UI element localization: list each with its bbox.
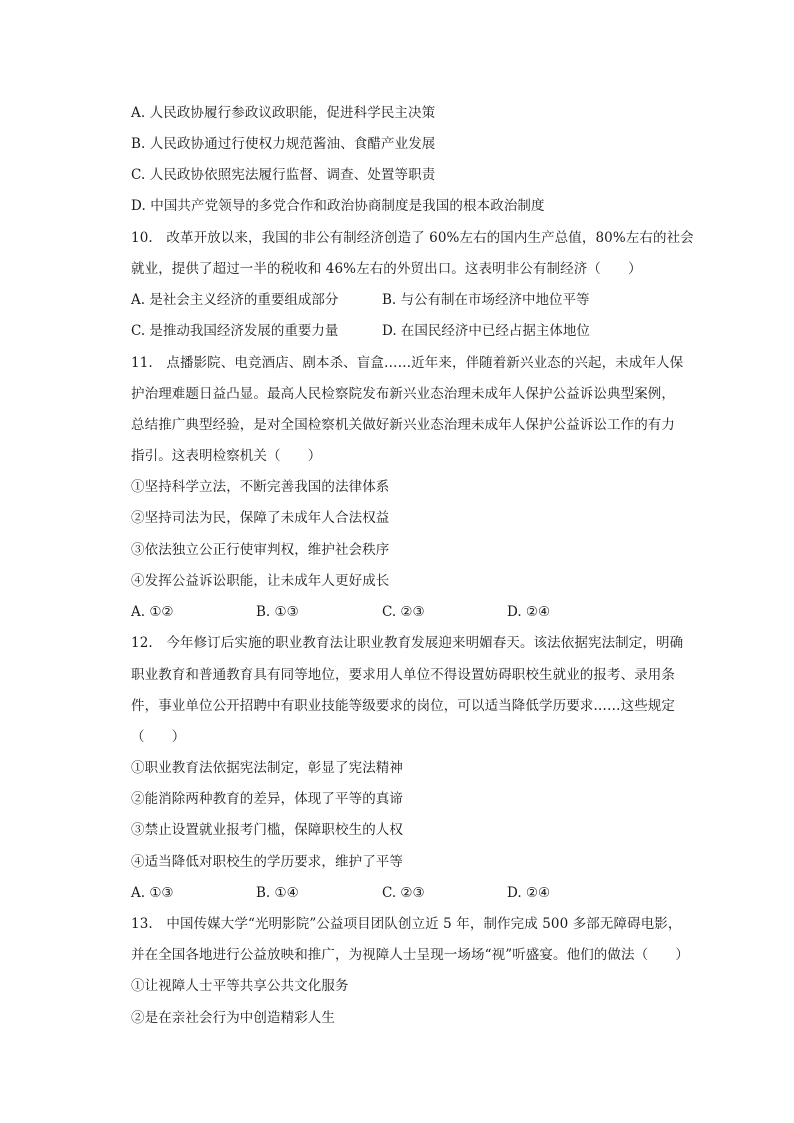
- q11-item-2: ②坚持司法为民，保障了未成年人合法权益: [131, 510, 390, 526]
- q12-stem-line: 12. 今年修订后实施的职业教育法让职业教育发展迎来明媚春天。该法依据宪法制定，明确: [131, 635, 684, 651]
- q10-option-a: A. 是社会主义经济的重要组成部分: [131, 292, 339, 308]
- q11-item-4: ④发挥公益诉讼职能，让未成年人更好成长: [131, 573, 390, 589]
- q10-option-b: B. 与公有制在市场经济中地位平等: [382, 292, 590, 308]
- q11-option-c: C. ②③: [382, 604, 425, 620]
- q11-item-1: ①坚持科学立法，不断完善我国的法律体系: [131, 479, 390, 495]
- q12-stem-line: 职业教育和普通教育具有同等地位，要求用人单位不得设置妨碍职校生就业的报考、录用条: [131, 667, 675, 683]
- q12-item-3: ③禁止设置就业报考门槛，保障职校生的人权: [131, 822, 403, 838]
- q11-stem-line: 护治理难题日益凸显。最高人民检察院发布新兴业态治理未成年人保护公益诉讼典型案例，: [131, 386, 675, 402]
- q12-option-a: A. ①③: [131, 885, 174, 901]
- q12-item-4: ④适当降低对职校生的学历要求，维护了平等: [131, 854, 403, 870]
- q11-stem-line: 11. 点播影院、电竞酒店、剧本杀、盲盒……近年来，伴随着新兴业态的兴起，未成年人保: [131, 355, 684, 371]
- q12-option-d: D. ②④: [507, 885, 551, 901]
- q11-option-b: B. ①③: [256, 604, 299, 620]
- q12-stem-line: 件，事业单位公开招聘中有职业技能等级要求的岗位，可以适当降低学历要求……这些规定: [131, 698, 675, 714]
- q11-option-a: A. ①②: [131, 604, 174, 620]
- q11-stem-line: 总结推广典型经验，是对全国检察机关做好新兴业态治理未成年人保护公益诉讼工作的有力: [131, 417, 675, 433]
- q13-stem-line: 13. 中国传媒大学“光明影院”公益项目团队创立近 5 年，制作完成 500 多部无障碍电影，: [131, 916, 682, 932]
- q13-stem-line: 并在全国各地进行公益放映和推广，为视障人士呈现一场场“视”听盛宴。他们的做法（ ）: [131, 947, 690, 963]
- q12-stem-line: （ ）: [131, 729, 186, 745]
- q9-option-d: D. 中国共产党领导的多党合作和政治协商制度是我国的根本政治制度: [131, 198, 545, 214]
- q9-option-c: C. 人民政协依照宪法履行监督、调查、处置等职责: [131, 167, 436, 183]
- q13-item-1: ①让视障人士平等共享公共文化服务: [131, 978, 349, 994]
- q10-stem-line: 10. 改革开放以来，我国的非公有制经济创造了 60%左右的国内生产总值，80%左右的社会: [131, 230, 694, 246]
- q9-option-a: A. 人民政协履行参政议政职能，促进科学民主决策: [131, 105, 436, 121]
- q11-option-d: D. ②④: [507, 604, 551, 620]
- q9-option-b: B. 人民政协通过行使权力规范酱油、食醋产业发展: [131, 136, 436, 152]
- q13-item-2: ②是在亲社会行为中创造精彩人生: [131, 1010, 335, 1026]
- q10-option-d: D. 在国民经济中已经占据主体地位: [382, 323, 590, 339]
- q12-option-c: C. ②③: [382, 885, 425, 901]
- q12-item-2: ②能消除两种教育的差异，体现了平等的真谛: [131, 791, 403, 807]
- q12-item-1: ①职业教育法依据宪法制定，彰显了宪法精神: [131, 760, 403, 776]
- q11-stem-line: 指引。这表明检察机关（ ）: [131, 448, 322, 464]
- q11-item-3: ③依法独立公正行使审判权，维护社会秩序: [131, 542, 390, 558]
- q10-stem-line: 就业，提供了超过一半的税收和 46%左右的外贸出口。这表明非公有制经济（ ）: [131, 261, 642, 277]
- q12-option-b: B. ①④: [256, 885, 299, 901]
- q10-option-c: C. 是推动我国经济发展的重要力量: [131, 323, 339, 339]
